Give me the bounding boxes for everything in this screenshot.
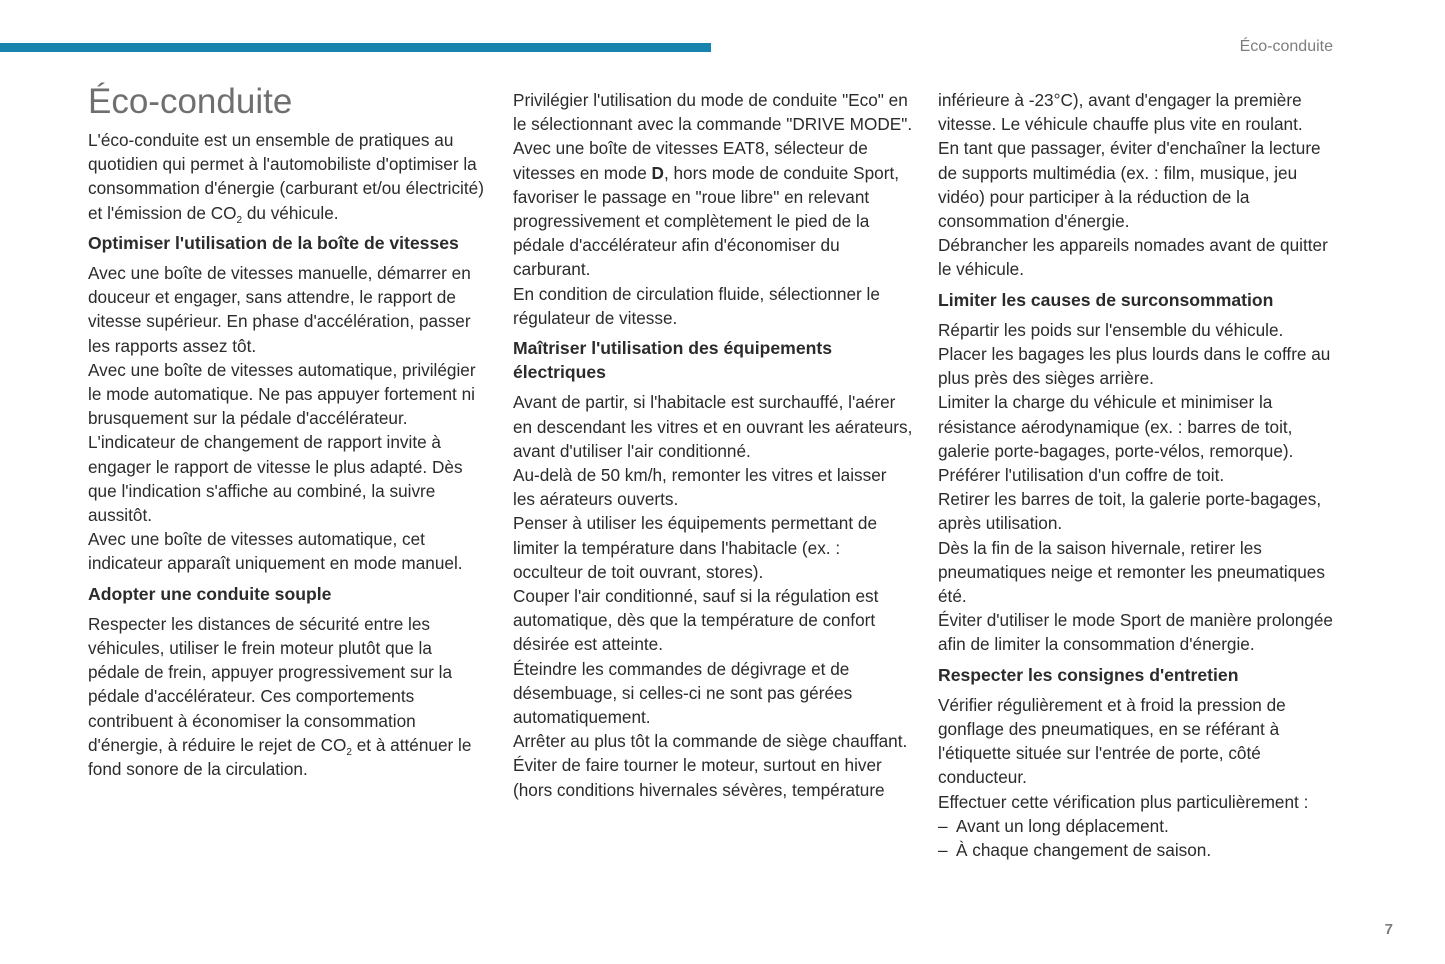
paragraph: Avec une boîte de vitesses automatique, privilégier le mode automatique. Ne pas appuyer fortement ni brusquement sur la pédale d'accélérateur. xyxy=(88,359,476,429)
section-heading-electrical: Maîtriser l'utilisation des équipements électriques xyxy=(513,338,832,383)
mode-d-label: D xyxy=(651,162,664,183)
list-item xyxy=(938,838,1338,862)
paragraph: Avant de partir, si l'habitacle est surchauffé, l'aérer en descendant les vitres et en ouvrant les aérateurs, avant d'utiliser l'air conditionné. xyxy=(513,392,913,461)
eat8-text-end: , hors mode de conduite Sport, favoriser le passage en "roue libre" en relevant progressivement et complètement le pied de la pédale d'accélérateur afin d'économiser du carburant. xyxy=(513,162,899,280)
smooth-text: Respecter les distances de sécurité entre les véhicules, utiliser le frein moteur plutôt que la pédale de frein, appuyer progressivement sur la pédale d'accélérateur. Ces comportements contribuent à économiser la consommation d'énergie, à réduire le rejet de CO xyxy=(88,613,453,755)
paragraph: Arrêter au plus tôt la commande de siège chauffant. xyxy=(513,731,908,752)
column-3 xyxy=(938,88,1338,862)
paragraph: En condition de circulation fluide, sélectionner le régulateur de vitesse. xyxy=(513,283,880,328)
co2-subscript: 2 xyxy=(346,746,352,758)
column-1 xyxy=(88,80,488,781)
paragraph: Éviter d'utiliser le mode Sport de manière prolongée afin de limiter la consommation d'énergie. xyxy=(938,610,1333,655)
section-heading-maintenance: Respecter les consignes d'entretien xyxy=(938,664,1239,685)
smooth-text-end: et à atténuer le fond sonore de la circulation. xyxy=(88,734,472,780)
paragraph: Privilégier l'utilisation du mode de conduite "Eco" en le sélectionnant avec la commande "DRIVE MODE". xyxy=(513,90,913,135)
intro-text: L'éco-conduite est un ensemble de pratiques au quotidien qui permet à l'automobiliste d'optimiser la consommation d'énergie (carburant et/ou électricité) et l'émission de CO xyxy=(88,130,484,223)
co2-subscript: 2 xyxy=(236,214,243,226)
eat8-text: Avec une boîte de vitesses EAT8, sélecteur de vitesses en mode xyxy=(513,138,868,183)
paragraph: Couper l'air conditionné, sauf si la régulation est automatique, dès que la température de confort désirée est atteinte. xyxy=(513,586,879,655)
paragraph: L'indicateur de changement de rapport invite à engager le rapport de vitesse le plus adapté. Dès que l'indication s'affiche au combiné, la suivre aussitôt. xyxy=(88,432,463,526)
paragraph-continued xyxy=(513,753,913,801)
page-title: Éco-conduite xyxy=(88,82,293,121)
list-item-text: Avant un long déplacement. xyxy=(956,815,1169,836)
paragraph xyxy=(513,136,913,281)
paragraph: Retirer les barres de toit, la galerie porte-bagages, après utilisation. xyxy=(938,489,1322,534)
dash-marker: – xyxy=(938,840,948,861)
running-header: Éco-conduite xyxy=(1239,38,1333,55)
paragraph: En tant que passager, éviter d'enchaîner la lecture de supports multimédia (ex. : film, musique, jeu vidéo) pour participer à la réduction de la consommation d'énergie. xyxy=(938,138,1321,232)
top-accent-bar xyxy=(0,43,711,52)
paragraph: Effectuer cette vérification plus particulièrement : xyxy=(938,791,1309,812)
intro-text-end: du véhicule. xyxy=(242,202,339,223)
section-heading-gearbox: Optimiser l'utilisation de la boîte de vitesses xyxy=(88,232,459,253)
paragraph: Débrancher les appareils nomades avant de quitter le véhicule. xyxy=(938,235,1328,280)
dash-marker: – xyxy=(938,815,948,836)
list-item xyxy=(938,814,1338,838)
paragraph: Préférer l'utilisation d'un coffre de toit. xyxy=(938,465,1225,486)
column-2 xyxy=(513,88,913,802)
list-item-text: À chaque changement de saison. xyxy=(956,840,1212,861)
paragraph: Penser à utiliser les équipements permettant de limiter la température dans l'habitacle (ex. : occulteur de toit ouvrant, stores). xyxy=(513,513,878,582)
paragraph xyxy=(88,612,488,781)
paragraph: Limiter la charge du véhicule et minimiser la résistance aérodynamique (ex. : barres de toit, galerie porte-bagages, porte-vélos, remorque). xyxy=(938,392,1294,461)
paragraph: Répartir les poids sur l'ensemble du véhicule. xyxy=(938,319,1284,340)
section-heading-smooth-driving: Adopter une conduite souple xyxy=(88,583,332,604)
paragraph: Avec une boîte de vitesses manuelle, démarrer en douceur et engager, sans attendre, le rapport de vitesse supérieur. En phase d'accélération, passer les rapports assez tôt. xyxy=(88,263,471,356)
paragraph: Au-delà de 50 km/h, remonter les vitres et laisser les aérateurs ouverts. xyxy=(513,465,887,510)
paragraph: Vérifier régulièrement et à froid la pression de gonflage des pneumatiques, en se référant à l'étiquette située sur l'entrée de porte, côté conducteur. xyxy=(938,694,1286,788)
checklist xyxy=(938,814,1338,862)
paragraph: Placer les bagages les plus lourds dans le coffre au plus près des sièges arrière. xyxy=(938,344,1331,389)
paragraph: inférieure à -23°C), avant d'engager la première vitesse. Le véhicule chauffe plus vite en roulant. xyxy=(938,90,1303,135)
paragraph: Dès la fin de la saison hivernale, retirer les pneumatiques neige et remonter les pneumatiques été. xyxy=(938,537,1325,607)
paragraph: Éteindre les commandes de dégivrage et de désembuage, si celles-ci ne sont pas gérées automatiquement. xyxy=(513,658,853,728)
page-number: 7 xyxy=(1384,921,1393,938)
engine-text-part1: Éviter de faire tourner le moteur, surtout en hiver (hors conditions hivernales sévères, température xyxy=(513,755,885,800)
paragraph: Avec une boîte de vitesses automatique, cet indicateur apparaît uniquement en mode manuel. xyxy=(88,529,463,574)
intro-paragraph xyxy=(88,128,488,225)
section-heading-overconsumption: Limiter les causes de surconsommation xyxy=(938,289,1274,310)
